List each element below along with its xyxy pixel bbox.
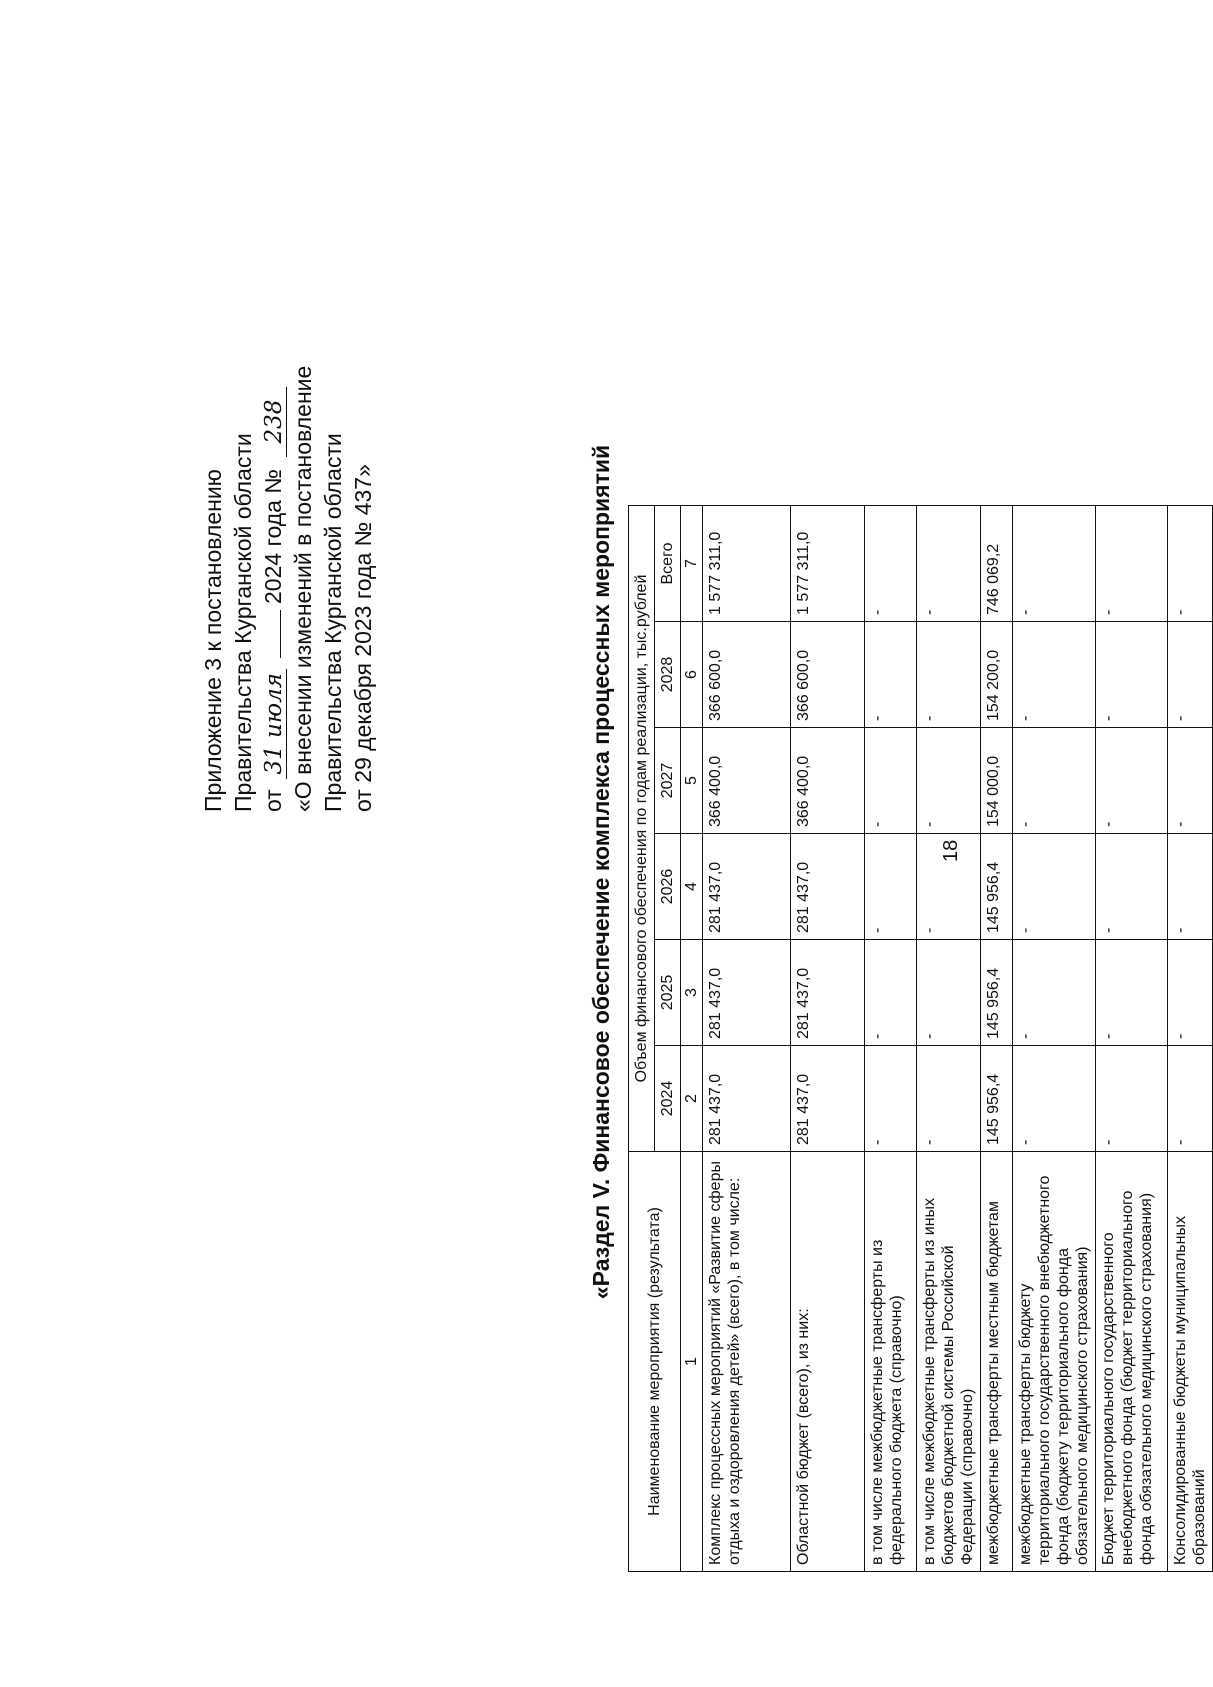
- value-cell: -: [917, 1046, 981, 1152]
- value-cell: -: [1168, 506, 1213, 622]
- value-cell: 366 400,0: [703, 728, 791, 834]
- value-cell: -: [865, 834, 917, 940]
- value-cell: -: [1013, 728, 1096, 834]
- value-cell: -: [1096, 622, 1168, 728]
- value-cell: 145 956,4: [981, 834, 1013, 940]
- column-number: 6: [681, 622, 703, 728]
- value-cell: 366 600,0: [791, 622, 865, 728]
- value-cell: -: [1168, 1046, 1213, 1152]
- table-row: [981, 506, 1013, 1572]
- value-cell: -: [1096, 728, 1168, 834]
- value-cell: 746 069,2: [981, 506, 1013, 622]
- column-number: 4: [681, 834, 703, 940]
- row-name-cell: в том числе межбюджетные трансферты из иных бюджетов бюджетной системы Российской Федерации (справочно): [917, 1152, 981, 1572]
- value-cell: -: [1013, 834, 1096, 940]
- table-row: [1013, 506, 1096, 1572]
- page-number: 18: [940, 839, 962, 862]
- appendix-line-2: Правительства Курганской области: [230, 433, 256, 812]
- table-row: [1096, 506, 1168, 1572]
- value-cell: -: [1168, 940, 1213, 1046]
- appendix-line-6: от 29 декабря 2023 года № 437»: [350, 464, 376, 812]
- value-cell: -: [917, 622, 981, 728]
- year-header: 2028: [655, 622, 681, 728]
- value-cell: -: [1013, 940, 1096, 1046]
- name-column-header: Наименование мероприятия (результата): [629, 1152, 681, 1572]
- year-text: 2024 года №: [260, 468, 286, 604]
- value-cell: -: [1013, 622, 1096, 728]
- value-cell: -: [1013, 1046, 1096, 1152]
- year-header: 2024: [655, 1046, 681, 1152]
- row-name-cell: Областной бюджет (всего), из них:: [791, 1152, 865, 1572]
- appendix-line-3: [258, 366, 288, 812]
- value-cell: -: [917, 940, 981, 1046]
- value-cell: 281 437,0: [703, 834, 791, 940]
- value-cell: -: [1096, 506, 1168, 622]
- table-row: [791, 506, 865, 1572]
- value-cell: 145 956,4: [981, 940, 1013, 1046]
- value-cell: 154 000,0: [981, 728, 1013, 834]
- row-name-cell: Бюджет территориального государственного внебюджетного фонда (бюджет территориального фонда обязательного медицинского страхования): [1096, 1152, 1168, 1572]
- value-cell: -: [865, 622, 917, 728]
- blank-underline: [280, 610, 281, 658]
- year-header: 2025: [655, 940, 681, 1046]
- value-cell: -: [1168, 622, 1213, 728]
- total-header: Всего: [655, 506, 681, 622]
- value-cell: -: [865, 940, 917, 1046]
- value-cell: 281 437,0: [703, 1046, 791, 1152]
- column-number: 3: [681, 940, 703, 1046]
- section-title: «Раздел V. Финансовое обеспечение комплекса процессных мероприятий: [588, 444, 614, 1300]
- value-cell: -: [865, 728, 917, 834]
- table-row: [1168, 506, 1213, 1572]
- handwritten-number: 238: [262, 387, 287, 457]
- value-cell: -: [1096, 940, 1168, 1046]
- table-row: [917, 506, 981, 1572]
- value-cell: 366 600,0: [703, 622, 791, 728]
- financing-table-wrapper: [628, 505, 1213, 1572]
- column-number: 1: [681, 1152, 703, 1572]
- value-cell: -: [917, 506, 981, 622]
- value-cell: -: [865, 506, 917, 622]
- financing-table: [628, 505, 1213, 1572]
- value-cell: 366 400,0: [791, 728, 865, 834]
- row-name-cell: в том числе межбюджетные трансферты из федерального бюджета (справочно): [865, 1152, 917, 1572]
- value-cell: 281 437,0: [791, 940, 865, 1046]
- value-cell: 281 437,0: [791, 834, 865, 940]
- table-row: [865, 506, 917, 1572]
- handwritten-date: 31 июля: [262, 669, 287, 779]
- table-row: [703, 506, 791, 1572]
- value-cell: -: [865, 1046, 917, 1152]
- row-name-cell: межбюджетные трансферты бюджету территориального государственного внебюджетного фонда (бюджету территориального фонда обязательного медицинского страхования): [1013, 1152, 1096, 1572]
- row-name-cell: Консолидированные бюджеты муниципальных образований: [1168, 1152, 1213, 1572]
- from-label: от: [260, 789, 286, 812]
- table-body: [703, 506, 1213, 1572]
- value-cell: 281 437,0: [703, 940, 791, 1046]
- value-cell: -: [917, 834, 981, 940]
- value-cell: 281 437,0: [791, 1046, 865, 1152]
- column-number: 5: [681, 728, 703, 834]
- column-number: 7: [681, 506, 703, 622]
- value-cell: -: [1096, 834, 1168, 940]
- value-cell: -: [1168, 834, 1213, 940]
- value-cell: 1 577 311,0: [703, 506, 791, 622]
- value-cell: -: [1168, 728, 1213, 834]
- value-cell: -: [1096, 1046, 1168, 1152]
- value-cell: 1 577 311,0: [791, 506, 865, 622]
- document-page: [88, 112, 1208, 1632]
- column-number: 2: [681, 1046, 703, 1152]
- value-cell: -: [1013, 506, 1096, 622]
- appendix-block: [198, 366, 378, 812]
- volume-header: Объем финансового обеспечения по годам реализации, тыс.рублей: [629, 506, 655, 1152]
- appendix-line-5: Правительства Курганской области: [320, 433, 346, 812]
- value-cell: -: [917, 728, 981, 834]
- row-name-cell: Комплекс процессных мероприятий «Развитие сферы отдыха и оздоровления детей» (всего), в том числе:: [703, 1152, 791, 1572]
- year-header: 2027: [655, 728, 681, 834]
- value-cell: 154 200,0: [981, 622, 1013, 728]
- value-cell: 145 956,4: [981, 1046, 1013, 1152]
- row-name-cell: межбюджетные трансферты местным бюджетам: [981, 1152, 1013, 1572]
- appendix-line-1: Приложение 3 к постановлению: [200, 469, 226, 812]
- year-header: 2026: [655, 834, 681, 940]
- appendix-line-4: «О внесении изменений в постановление: [290, 365, 316, 812]
